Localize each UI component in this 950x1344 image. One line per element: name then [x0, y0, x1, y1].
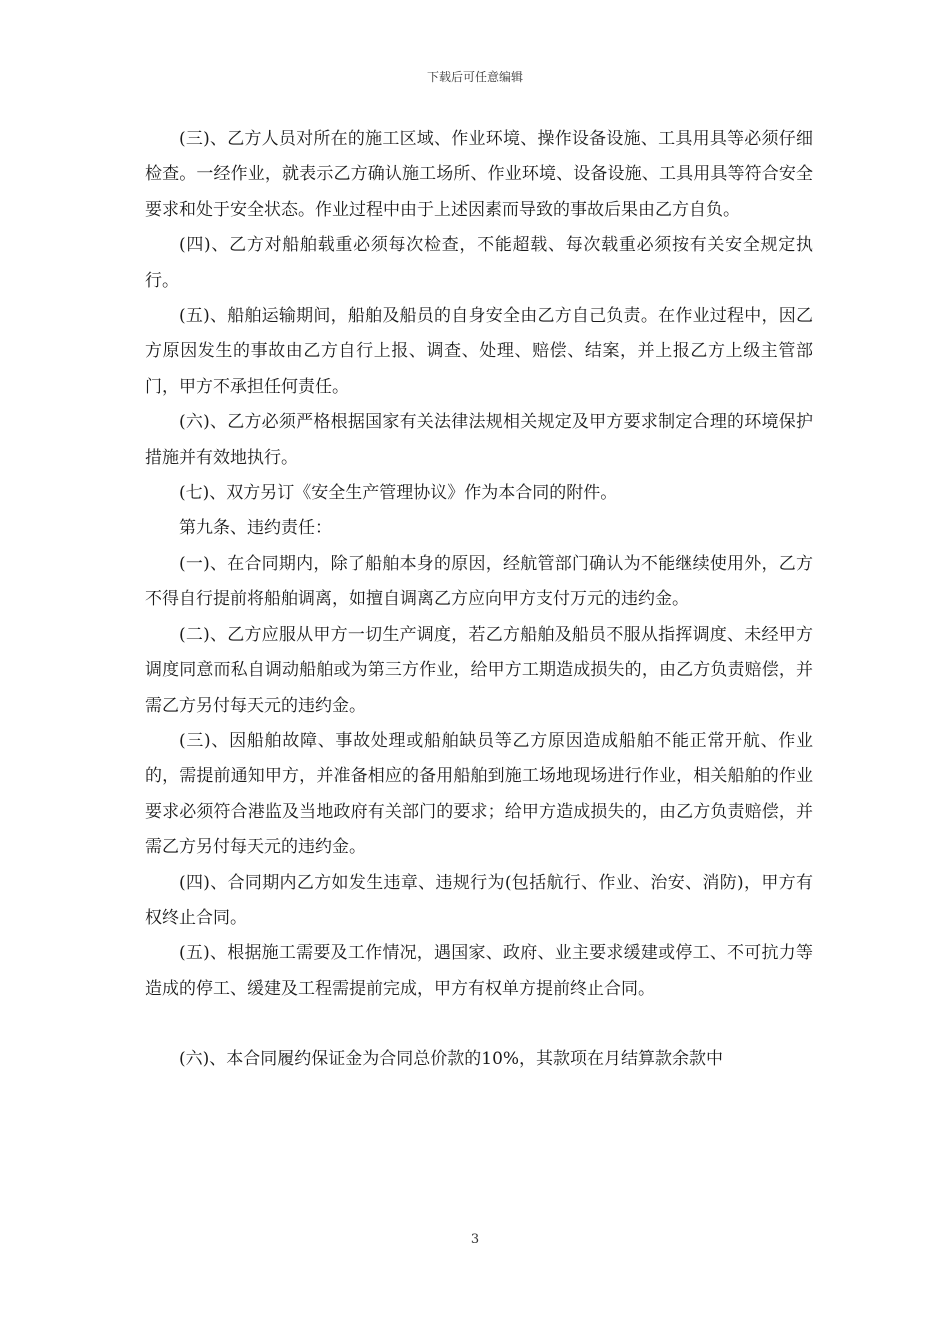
paragraph-breach-3: (三)、因船舶故障、事故处理或船舶缺员等乙方原因造成船舶不能正常开航、作业的，需提前通知甲方，并准备相应的备用船舶到施工场地现场进行作业，相关船舶的作业要求必须符合港监及当地政府有关部门的要求；给甲方造成损失的，由乙方负责赔偿，并需乙方另付每天元的违约金。	[145, 730, 813, 858]
page-number: 3	[470, 1232, 480, 1247]
paragraph-clause-3: (三)、乙方人员对所在的施工区域、作业环境、操作设备设施、工具用具等必须仔细检查。一经作业，就表示乙方确认施工场所、作业环境、设备设施、工具用具等符合安全要求和处于安全状态。作业过程中由于上述因素而导致的事故后果由乙方自负。	[145, 129, 813, 220]
paragraph-breach-1: (一)、在合同期内，除了船舶本身的原因，经航管部门确认为不能继续使用外，乙方不得自行提前将船舶调离，如擅自调离乙方应向甲方支付万元的违约金。	[145, 553, 813, 610]
paragraph-clause-5: (五)、船舶运输期间，船舶及船员的自身安全由乙方自己负责。在作业过程中，因乙方原因发生的事故由乙方自行上报、调查、处理、赔偿、结案，并上报乙方上级主管部门，甲方不承担任何责任。	[145, 306, 813, 397]
paragraph-clause-7: (七)、双方另订《安全生产管理协议》作为本合同的附件。	[179, 483, 618, 504]
paragraph-breach-6: (六)、本合同履约保证金为合同总价款的10%，其款项在月结算款余款中	[179, 1049, 724, 1070]
page-header: 下载后可任意编辑	[426, 70, 523, 84]
paragraph-breach-5: (五)、根据施工需要及工作情况，遇国家、政府、业主要求缓建或停工、不可抗力等造成的停工、缓建及工程需提前完成，甲方有权单方提前终止合同。	[145, 943, 813, 999]
paragraph-clause-6: (六)、乙方必须严格根据国家有关法律法规相关规定及甲方要求制定合理的环境保护措施并有效地执行。	[145, 412, 813, 468]
document-body	[145, 122, 813, 1078]
paragraph-breach-4: (四)、合同期内乙方如发生违章、违规行为(包括航行、作业、治安、消防)，甲方有权终止合同。	[145, 872, 813, 928]
paragraph-clause-4: (四)、乙方对船舶载重必须每次检查，不能超载、每次载重必须按有关安全规定执行。	[145, 235, 813, 291]
paragraph-breach-2: (二)、乙方应服从甲方一切生产调度，若乙方船舶及船员不服从指挥调度、未经甲方调度同意而私自调动船舶或为第三方作业，给甲方工期造成损失的，由乙方负责赔偿，并需乙方另付每天元的违约金。	[145, 624, 813, 716]
article-9-heading: 第九条、违约责任：	[179, 518, 332, 539]
